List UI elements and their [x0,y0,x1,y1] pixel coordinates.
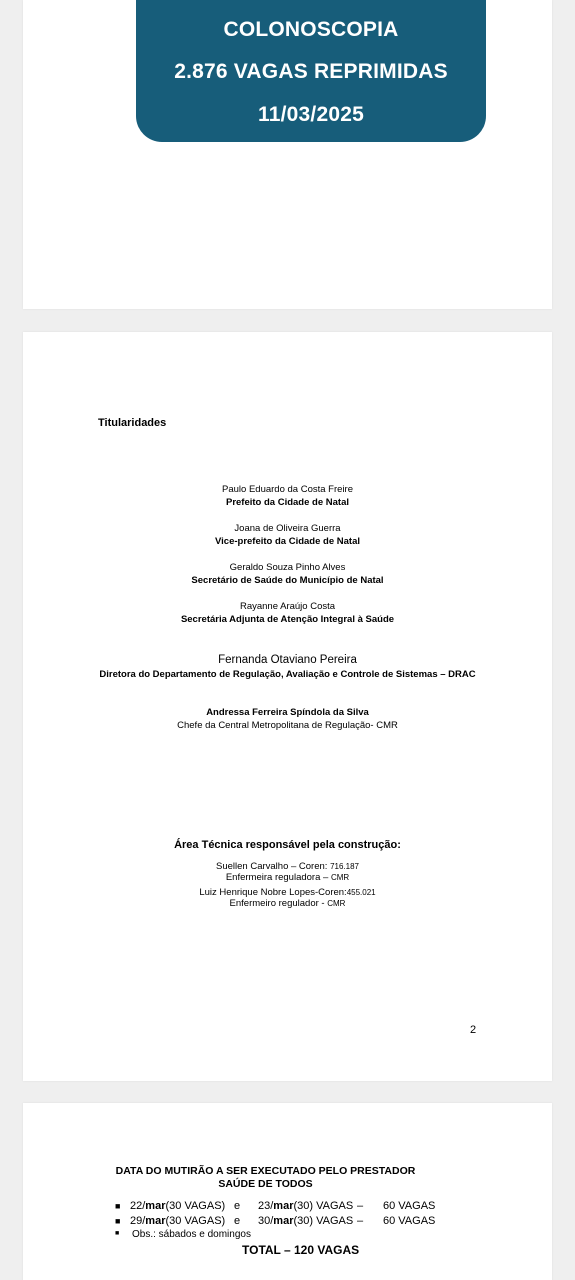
document-page-3 [23,1103,552,1280]
row-total: 60 VAGAS [383,1200,436,1212]
title-banner [136,0,486,142]
titularidades-heading: Titularidades [98,417,167,429]
schedule-row [258,1215,353,1227]
bullet-icon: ■ [115,1216,121,1226]
date-qty: (30 VAGAS) [165,1215,226,1227]
person-name: Geraldo Souza Pinho Alves [229,562,346,573]
date-qty: (30 VAGAS) [165,1200,226,1212]
schedule-row [130,1215,225,1227]
dash: – [357,1200,364,1212]
schedule-row [130,1200,225,1212]
person-name: Fernanda Otaviano Pereira [218,654,357,666]
separator: e [234,1215,241,1227]
schedule-row [258,1200,353,1212]
banner-line-2: 2.876 VAGAS REPRIMIDAS [174,60,448,83]
team-member-role-label: Enfermeira reguladora – [225,872,331,883]
person-name: Rayanne Araújo Costa [239,601,336,612]
person-role: Secretária Adjunta de Atenção Integral à Saúde [180,614,395,625]
person-role: Prefeito da Cidade de Natal [225,497,349,508]
person-name: Paulo Eduardo da Costa Freire [222,484,353,495]
row-total: 60 VAGAS [383,1215,436,1227]
date-day: 22/ [130,1200,146,1212]
team-member-label: Luiz Henrique Nobre Lopes-Coren: [199,887,347,898]
date-month: mar [273,1215,294,1227]
date-month: mar [145,1200,166,1212]
separator: e [234,1200,241,1212]
team-member-role-label: Enfermeiro regulador - [229,898,328,909]
obs-note: Obs.: sábados e domingos [132,1229,251,1240]
team-member-role [23,872,552,883]
role-tag: CMR [327,899,346,908]
person-name: Joana de Oliveira Guerra [234,523,341,534]
banner-line-1: COLONOSCOPIA [223,18,399,41]
coren-number: 455.021 [346,888,376,897]
mutirao-title-line-1: DATA DO MUTIRÃO A SER EXECUTADO PELO PRESTADOR [115,1165,416,1177]
bullet-icon: ■ [115,1201,121,1211]
coren-number: 716.187 [330,862,359,871]
date-day: 29/ [130,1215,146,1227]
page-number: 2 [470,1024,477,1036]
area-tecnica-heading: Área Técnica responsável pela construção: [174,839,401,851]
grand-total: TOTAL – 120 VAGAS [242,1243,360,1257]
date-day: 30/ [258,1215,274,1227]
team-member-role [23,898,552,909]
bullet-icon: ■ [115,1230,120,1237]
banner-line-0 [136,0,486,2]
person-role: Diretora do Departamento de Regulação, Avaliação e Controle de Sistemas – DRAC [99,669,476,680]
person-role: Chefe da Central Metropolitana de Regulação- CMR [177,720,398,731]
document-page-1 [23,0,552,309]
role-tag: CMR [330,873,350,882]
date-month: mar [273,1200,294,1212]
date-day: 23/ [258,1200,274,1212]
document-page-2 [23,332,552,1081]
banner-line-3: 11/03/2025 [258,103,364,126]
team-member-label: Suellen Carvalho – Coren: [216,861,331,872]
person-name: Andressa Ferreira Spíndola da Silva [206,707,369,718]
date-qty: (30) VAGAS [293,1200,354,1212]
person-role: Vice-prefeito da Cidade de Natal [214,536,360,547]
person-role: Secretário de Saúde do Município de Natal [191,575,384,586]
team-member-name [23,887,552,898]
team-member-name [23,861,552,872]
date-qty: (30) VAGAS [293,1215,354,1227]
date-month: mar [145,1215,166,1227]
dash: – [357,1215,364,1227]
mutirao-title-line-2: SAÚDE DE TODOS [218,1178,313,1190]
